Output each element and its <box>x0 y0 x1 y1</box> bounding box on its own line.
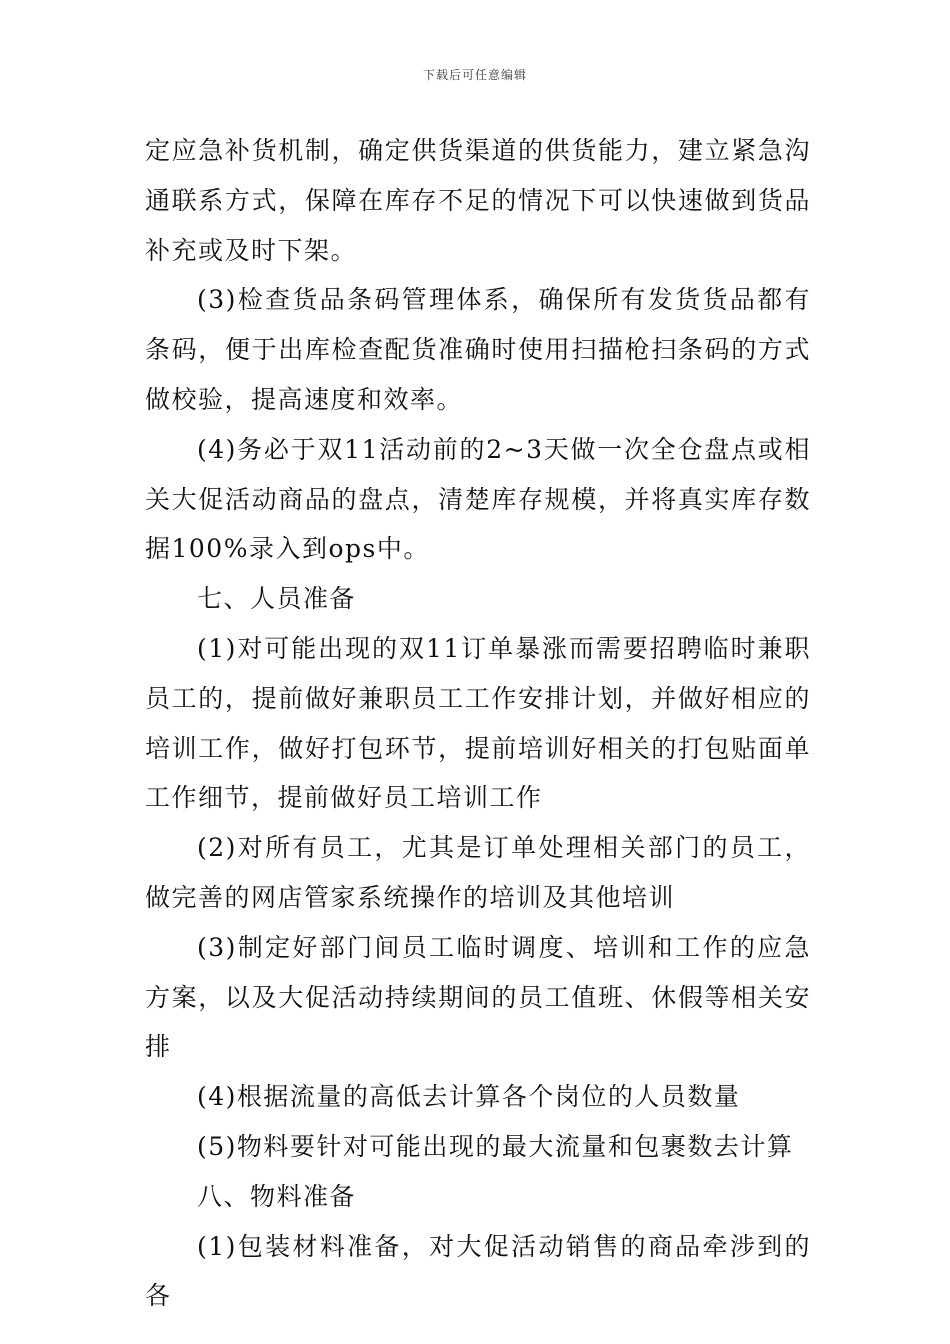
paragraph-8: (4)根据流量的高低去计算各个岗位的人员数量 <box>197 1082 741 1112</box>
paragraph-2: (3)检查货品条码管理体系，确保所有发货货品都有条码，便于出库检查配货准确时使用扫描枪扫条码的方式做校验，提高速度和效率。 <box>145 285 811 414</box>
paragraph-6: (2)对所有员工，尤其是订单处理相关部门的员工，做完善的网店管家系统操作的培训及其他培训 <box>145 833 811 912</box>
document-body <box>145 126 811 1321</box>
paragraph-5: (1)对可能出现的双11订单暴涨而需要招聘临时兼职员工的，提前做好兼职员工工作安排计划，并做好相应的培训工作，做好打包环节，提前培训好相关的打包贴面单工作细节，提前做好员工培训工作 <box>145 633 811 813</box>
section-heading-8: 八、物料准备 <box>197 1181 357 1211</box>
paragraph-3: (4)务必于双11活动前的2~3天做一次全仓盘点或相关大促活动商品的盘点，清楚库存规模，并将真实库存数据100%录入到ops中。 <box>145 434 811 564</box>
paragraph-11: (1)包装材料准备，对大促活动销售的商品牵涉到的各 <box>145 1231 811 1311</box>
section-heading-7: 七、人员准备 <box>197 584 357 614</box>
page-header: 下载后可任意编辑 <box>422 68 527 82</box>
paragraph-1: 定应急补货机制，确定供货渠道的供货能力，建立紧急沟通联系方式，保障在库存不足的情况下可以快速做到货品补充或及时下架。 <box>145 136 811 265</box>
paragraph-7: (3)制定好部门间员工临时调度、培训和工作的应急方案，以及大促活动持续期间的员工值班、休假等相关安排 <box>145 932 811 1062</box>
paragraph-9: (5)物料要针对可能出现的最大流量和包裹数去计算 <box>197 1131 794 1161</box>
